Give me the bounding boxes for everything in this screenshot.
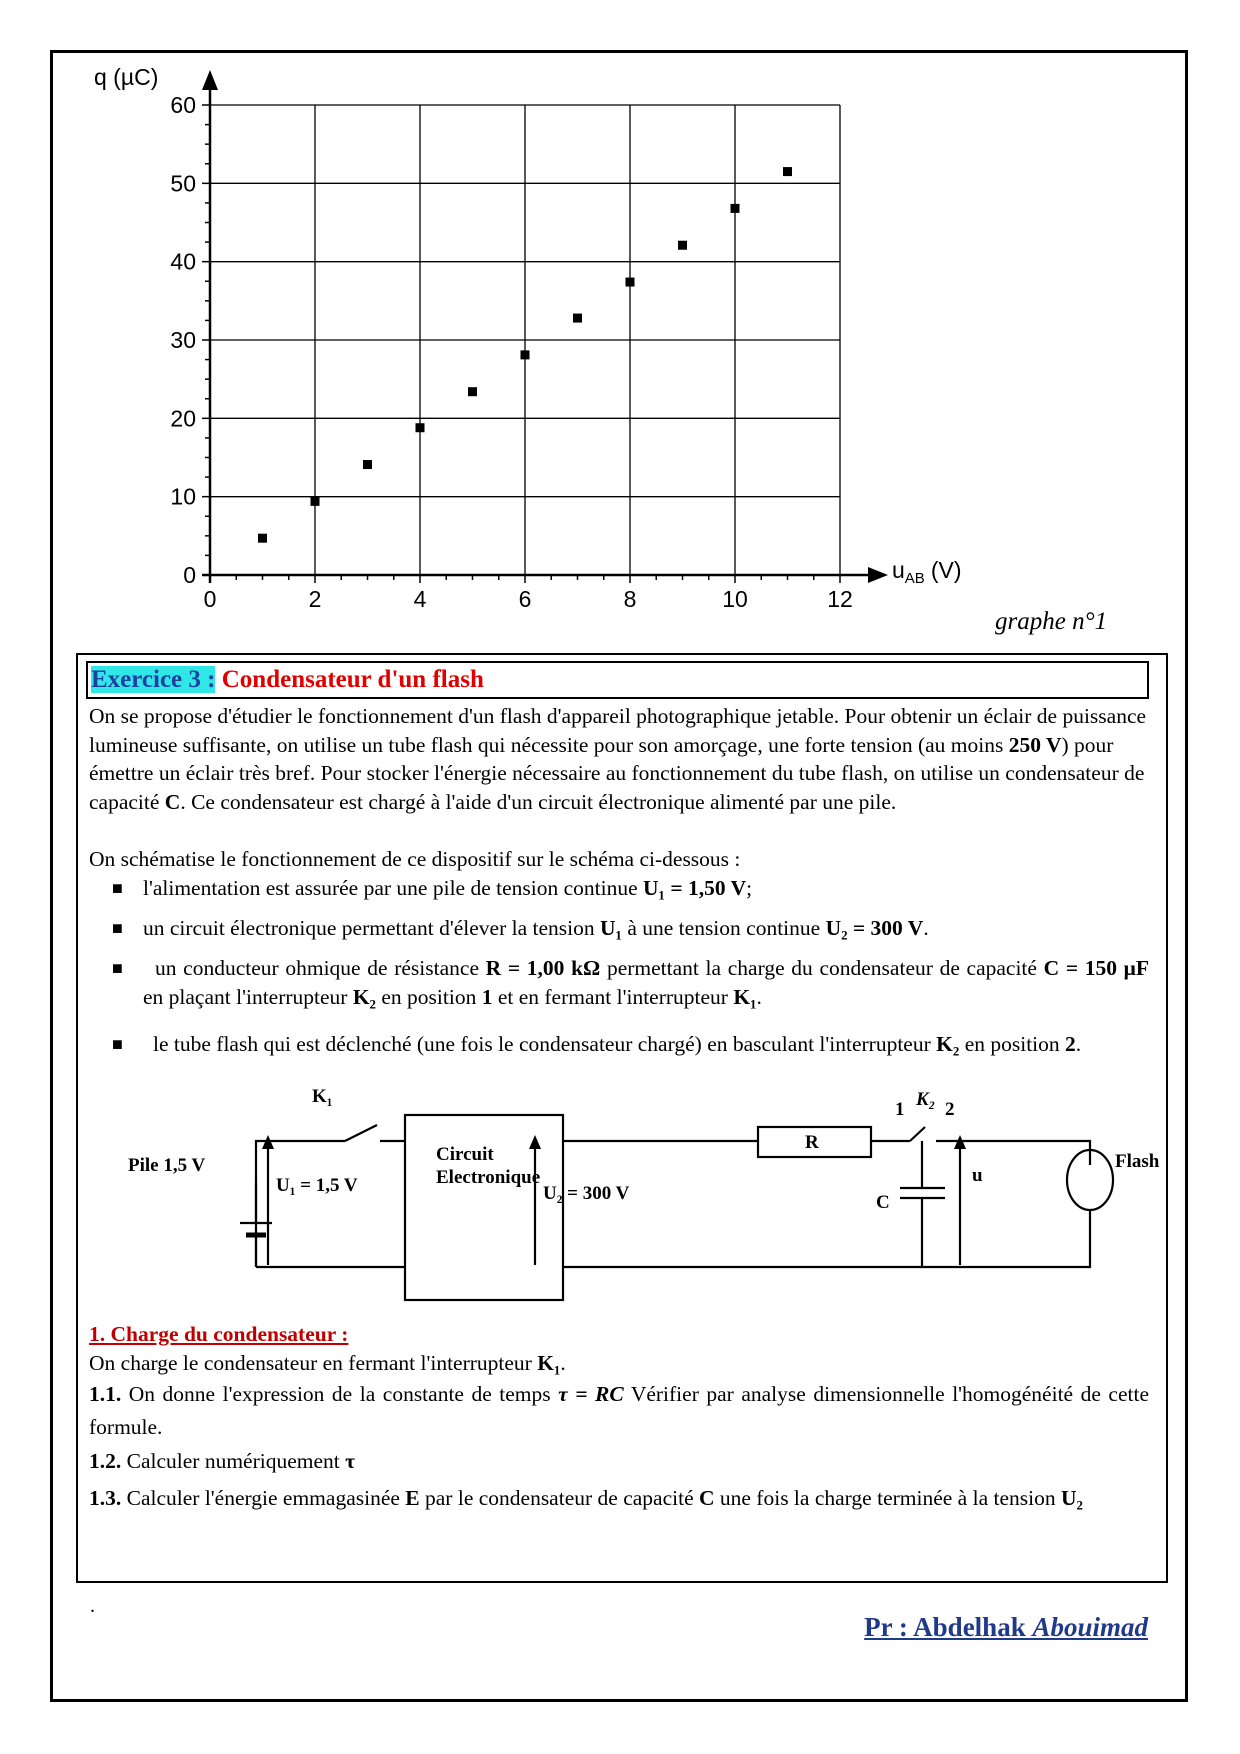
question-1-1: 1.1. On donne l'expression de la constante de temps τ = RC Vérifier par analyse dimensionnelle l'homogénéité de cette formule. bbox=[89, 1382, 1149, 1439]
exercise-label: Exercice 3 : bbox=[91, 666, 216, 693]
x-axis-arrow bbox=[868, 567, 888, 583]
data-point bbox=[521, 350, 530, 359]
x-tick-label: 4 bbox=[413, 586, 427, 612]
author-signature: Pr : Abdelhak Abouimad bbox=[864, 1612, 1148, 1642]
section-intro: On charge le condensateur en fermant l'interrupteur K₁. bbox=[89, 1351, 566, 1375]
data-point bbox=[626, 278, 635, 287]
y-axis-label: q (µC) bbox=[94, 64, 159, 90]
wire-bottom-right bbox=[563, 1210, 1090, 1267]
y-tick-label: 30 bbox=[170, 327, 196, 353]
circuit-diagram bbox=[128, 1085, 1160, 1295]
x-tick-label: 10 bbox=[722, 586, 748, 612]
u1-label: U₁ = 1,5 V bbox=[276, 1175, 358, 1196]
data-point bbox=[573, 314, 582, 323]
flash-label: Flash bbox=[1115, 1151, 1160, 1172]
bullet-pile: l'alimentation est assurée par une pile de tension continue U₁ = 1,50 V; bbox=[143, 876, 753, 900]
section-title: 1. Charge du condensateur : bbox=[89, 1322, 349, 1346]
bullet-resistor: un conducteur ohmique de résistance R = 1,00 kΩ permettant la charge du condensateur de capacité C = 150 μF en plaçant l'interrupteur K₂ en position 1 et en fermant l'interrupteur K₁. bbox=[143, 956, 1149, 1009]
electronic-circuit-block bbox=[405, 1115, 563, 1300]
data-point bbox=[731, 204, 740, 213]
k1-label: K₁ bbox=[312, 1086, 333, 1107]
u-label: u bbox=[972, 1165, 983, 1186]
y-tick-label: 10 bbox=[170, 483, 196, 510]
x-tick-label: 12 bbox=[827, 586, 853, 612]
schema-intro: On schématise le fonctionnement de ce dispositif sur le schéma ci-dessous : bbox=[89, 847, 741, 871]
charge-voltage-chart bbox=[70, 55, 990, 615]
intro-paragraph: On se propose d'étudier le fonctionnement d'un flash d'appareil photographique jetable. Pour obtenir un éclair de puissance lumineuse suffisante, on utilise un tube flash qui nécessite pour son amorçage, une forte tension (au moins 250 V) pour émettre un éclair très bref. Pour stocker l'énergie nécessaire au fonctionnement du tube flash, on utilise un condensateur de capacité C. Ce condensateur est chargé à l'aide d'un circuit électronique alimenté par une pile. bbox=[89, 704, 1147, 814]
x-axis-label: $u_{AB}$ (V) bbox=[892, 557, 962, 587]
k2-pos1-label: 1 bbox=[895, 1099, 905, 1120]
data-point bbox=[783, 167, 792, 176]
data-point bbox=[468, 387, 477, 396]
graph-caption: graphe n°1 bbox=[995, 608, 1108, 635]
chart-ticks bbox=[170, 92, 852, 612]
y-tick-label: 60 bbox=[170, 92, 196, 118]
data-point bbox=[258, 534, 267, 543]
chart-axes bbox=[202, 70, 888, 583]
bullet-marker: ■ bbox=[112, 918, 123, 938]
y-tick-label: 0 bbox=[183, 562, 196, 588]
exercise-name: Condensateur d'un flash bbox=[221, 666, 484, 693]
r-label: R bbox=[805, 1132, 819, 1153]
data-point bbox=[678, 241, 687, 250]
bullet-marker: ■ bbox=[112, 1034, 123, 1054]
bullet-marker: ■ bbox=[112, 958, 123, 978]
y-tick-label: 50 bbox=[170, 170, 196, 197]
switch-k2 bbox=[910, 1127, 925, 1141]
bullet-flash: le tube flash qui est déclenché (une fois le condensateur chargé) en basculant l'interrupteur K₂ en position 2. bbox=[153, 1032, 1082, 1056]
y-tick-label: 40 bbox=[170, 248, 196, 275]
k2-label: K₂ bbox=[916, 1089, 936, 1110]
chart-grid bbox=[210, 105, 840, 575]
data-point bbox=[416, 423, 425, 432]
x-tick-label: 0 bbox=[203, 586, 217, 612]
data-point bbox=[311, 497, 320, 506]
block-label-1: Circuit bbox=[436, 1144, 494, 1165]
exercise-title-box bbox=[86, 661, 1149, 699]
switch-k1 bbox=[345, 1125, 377, 1141]
bullet-circuit: un circuit électronique permettant d'élever la tension U₁ à une tension continue U₂ = 300 V. bbox=[143, 916, 929, 940]
data-point bbox=[363, 460, 372, 469]
bullet-marker: ■ bbox=[112, 878, 123, 898]
x-tick-label: 2 bbox=[308, 586, 322, 612]
stray-dot: . bbox=[90, 1595, 95, 1617]
u2-label: U₂ = 300 V bbox=[543, 1183, 630, 1204]
block-label-2: Electronique bbox=[436, 1167, 541, 1188]
pile-label: Pile 1,5 V bbox=[128, 1155, 206, 1176]
c-label: C bbox=[876, 1192, 890, 1213]
question-1-3: 1.3. Calculer l'énergie emmagasinée E par le condensateur de capacité C une fois la charge terminée à la tension U₂ bbox=[89, 1486, 1083, 1510]
question-1-2: 1.2. Calculer numériquement τ bbox=[89, 1449, 356, 1473]
y-tick-label: 20 bbox=[170, 405, 196, 432]
x-tick-label: 8 bbox=[623, 586, 637, 612]
x-tick-label: 6 bbox=[518, 586, 532, 612]
k2-pos2-label: 2 bbox=[945, 1099, 955, 1120]
y-axis-arrow bbox=[202, 70, 218, 90]
